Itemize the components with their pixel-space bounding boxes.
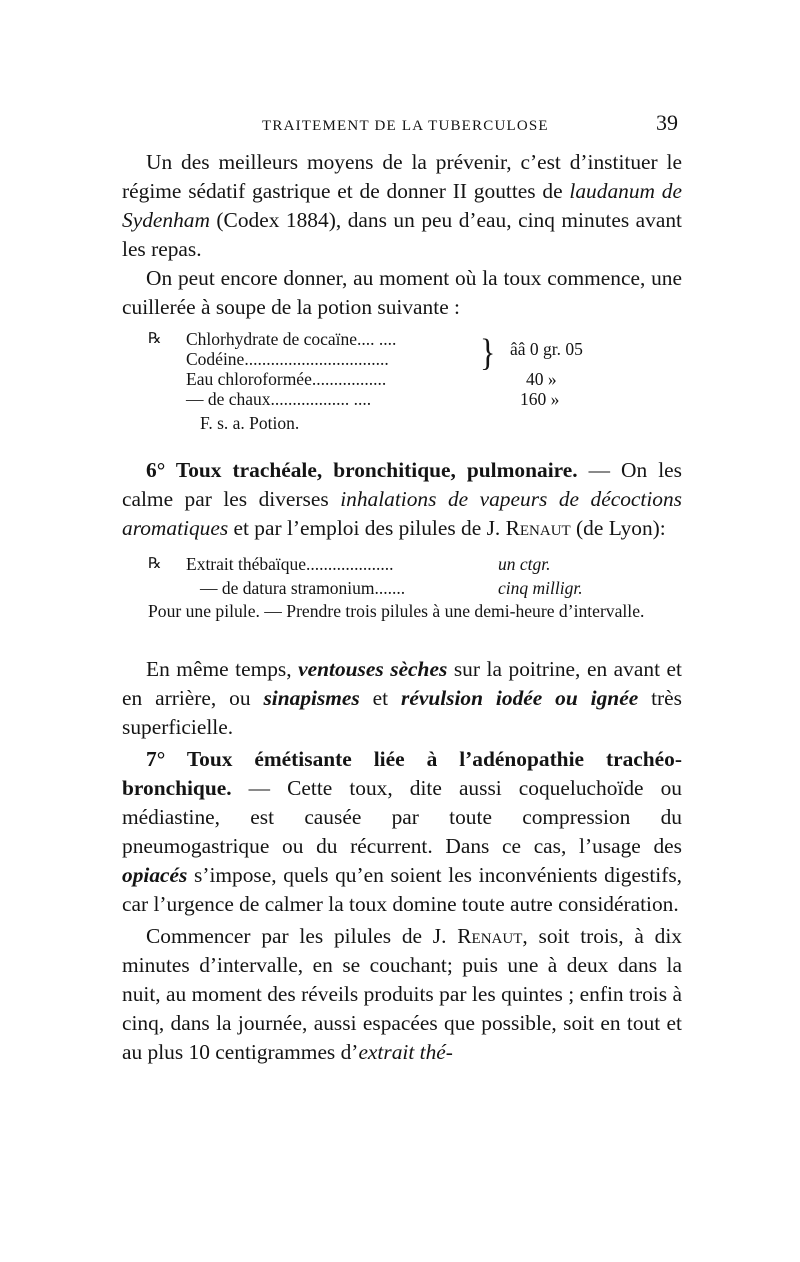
ingredient: — de datura stramonium....... xyxy=(200,578,406,598)
text-run: — Cette toux, dite aussi coqueluchoïde ou médiastine, est causée par toute compression du pneumogastrique ou du récurrent. Dans ce cas, l’usage des xyxy=(122,776,682,858)
text-run: (de Lyon): xyxy=(570,516,666,540)
paragraph-7 xyxy=(122,922,682,1067)
quantity: un ctgr. xyxy=(498,554,551,574)
prescription-row xyxy=(148,369,668,389)
running-head: TRAITEMENT DE LA TUBERCULOSE xyxy=(262,118,549,134)
brace: } xyxy=(480,330,496,374)
italic-run: laudanum de Sydenham xyxy=(122,179,682,232)
text-run: et xyxy=(359,686,402,710)
italic-run: inhalations de vapeurs de décoctions aromatiques xyxy=(122,487,682,540)
prescription-formula xyxy=(148,413,668,433)
text-run: En même temps, xyxy=(146,657,299,681)
author-name: Renaut xyxy=(505,516,571,540)
bold-heading: 7° Toux émétisante liée à l’adénopathie trachéo-bronchique. xyxy=(122,747,682,800)
paragraph-4: Pour une pilule. — Prendre trois pilules à une demi-heure d’intervalle. xyxy=(148,601,645,621)
prescription-potion xyxy=(148,329,668,433)
text-run: Un des meilleurs moyens de la prévenir, c’est d’instituer le régime sédatif gastrique et de donner II gouttes de xyxy=(122,150,682,203)
author-name: Renaut xyxy=(457,924,523,948)
recipe-symbol-icon: ℞ xyxy=(148,331,162,347)
bold-heading: 6° Toux trachéale, bronchitique, pulmonaire. xyxy=(146,458,578,482)
ingredient: — de chaux.................. .... xyxy=(186,389,372,409)
paragraph-prevention xyxy=(122,148,682,322)
prescription-pills xyxy=(148,552,668,600)
ingredient: Extrait thébaïque.................... xyxy=(186,554,394,574)
ingredient: Chlorhydrate de cocaïne.... .... xyxy=(186,329,397,349)
quantity: cinq milligr. xyxy=(498,578,583,598)
paragraph-3 xyxy=(122,456,682,543)
prescription-row xyxy=(148,389,668,409)
page-number: 39 xyxy=(656,110,678,135)
text-run: s’impose, quels qu’en soient les inconvénients digestifs, car l’urgence de calmer la toux domine toute autre considération. xyxy=(122,863,682,916)
ingredient: Codéine................................. xyxy=(186,349,389,369)
text-run: — On les calme par les diverses xyxy=(122,458,682,511)
prescription-row xyxy=(148,576,668,600)
text-run: (Codex 1884), dans un peu d’eau, cinq minutes avant les repas. xyxy=(122,208,682,261)
text-run: Commencer par les pilules de J. xyxy=(146,924,458,948)
text-run: et par l’emploi des pilules de J. xyxy=(228,516,506,540)
italic-run: sinapismes xyxy=(263,686,360,710)
shared-quantity: ââ 0 gr. 05 xyxy=(510,339,583,359)
italic-run: opiacés xyxy=(122,863,188,887)
prescription-row xyxy=(148,329,668,349)
paragraph-2 xyxy=(122,264,682,322)
prescription-row xyxy=(148,349,668,369)
paragraph-emetic-section xyxy=(122,655,682,1067)
italic-run: ventouses sèches xyxy=(298,657,448,681)
formula-text: F. s. a. Potion. xyxy=(200,413,300,433)
text-run: On peut encore donner, au moment où la toux commence, une cuillerée à soupe de la potion suivante : xyxy=(122,266,682,319)
page-header xyxy=(122,110,682,140)
prescription-row xyxy=(148,552,668,576)
italic-run: révulsion iodée ou ignée xyxy=(401,686,639,710)
text-run: sur la poitrine, en avant et en arrière, ou xyxy=(122,657,682,710)
recipe-symbol-icon: ℞ xyxy=(148,556,162,572)
paragraph-tracheal xyxy=(122,456,682,543)
paragraph-1 xyxy=(122,148,682,264)
text-run: très superficielle. xyxy=(122,686,682,739)
quantity: 40 » xyxy=(526,369,557,389)
quantity: 160 » xyxy=(520,389,560,409)
italic-run: extrait thé- xyxy=(358,1040,453,1064)
ingredient: Eau chloroformée................. xyxy=(186,369,387,389)
paragraph-5 xyxy=(122,655,682,742)
paragraph-6 xyxy=(122,745,682,919)
text-run: , soit trois, à dix minutes d’intervalle, en se couchant; puis une à deux dans la nuit, au moment des réveils produits par les quintes ; enfin trois à cinq, dans la journée, aussi espacées que possible, soit en tout et au plus 10 centigrammes d’ xyxy=(122,924,682,1064)
